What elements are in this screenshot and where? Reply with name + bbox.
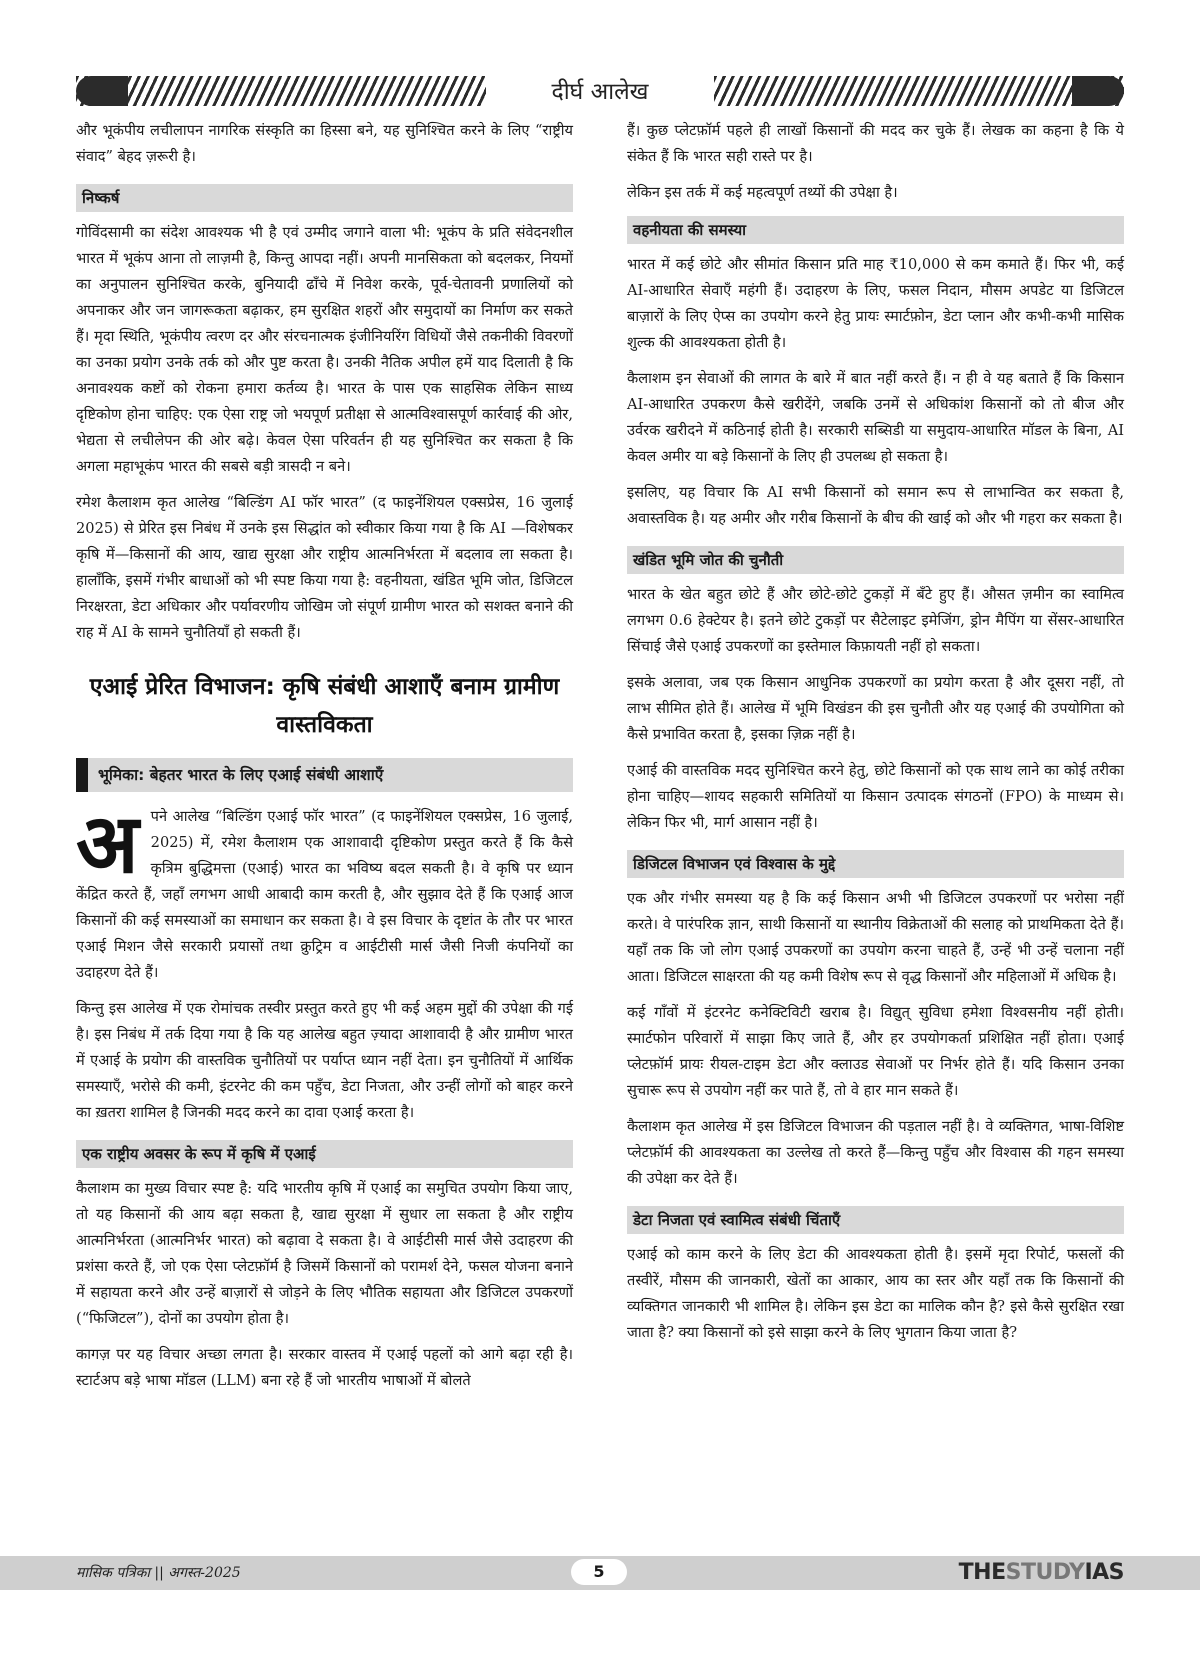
- paragraph: लेकिन इस तर्क में कई महत्वपूर्ण तथ्यों की उपेक्षा है।: [627, 184, 898, 201]
- right-column: [627, 118, 1124, 1356]
- intro-heading: [76, 758, 573, 792]
- paragraph: हैं। कुछ प्लेटफ़ॉर्म पहले ही लाखों किसानों की मदद कर चुके हैं। लेखक का कहना है कि ये संकेत हैं कि भारत सही रास्ते पर है।: [627, 122, 1124, 165]
- article-title: एआई प्रेरित विभाजन: कृषि संबंधी आशाएँ बनाम ग्रामीण वास्तविकता: [89, 674, 560, 738]
- heading-accent-bar: [76, 758, 88, 792]
- section-heading: खंडित भूमि जोत की चुनौती: [627, 546, 1124, 574]
- left-column: [76, 118, 573, 1404]
- section-heading: डेटा निजता एवं स्वामित्व संबंधी चिंताएँ: [627, 1206, 1124, 1234]
- paragraph: भारत के खेत बहुत छोटे हैं और छोटे-छोटे टुकड़ों में बँटे हुए हैं। औसत ज़मीन का स्वामित्व लगभग 0.6 हेक्टेयर है। इतने छोटे टुकड़ों पर सैटेलाइट इमेजिंग, ड्रोन मैपिंग या सेंसर-आधारित सिंचाई जैसे एआई उपकरणों का इस्तेमाल किफ़ायती नहीं हो सकता।: [627, 586, 1124, 655]
- section-heading: वहनीयता की समस्या: [627, 216, 1124, 244]
- paragraph: रमेश कैलाशम कृत आलेख “बिल्डिंग AI फॉर भारत” (द फाइनेंशियल एक्सप्रेस, 16 जुलाई 2025) से प्रेरित इस निबंध में उनके इस सिद्धांत को स्वीकार किया गया है कि AI —विशेषकर कृषि में—किसानों की आय, खाद्य सुरक्षा और राष्ट्रीय आत्मनिर्भरता में बदलाव ला सकता है। हालाँकि, इसमें गंभीर बाधाओं को भी स्पष्ट किया गया है: वहनीयता, खंडित भूमि जोत, डिजिटल निरक्षरता, डेटा अधिकार और पर्यावरणीय जोखिम जो संपूर्ण ग्रामीण भारत को सशक्त बनाने की राह में AI के सामने चुनौतियाँ हो सकती हैं।: [76, 494, 573, 641]
- section-title: दीर्घ आलेख: [551, 79, 649, 105]
- paragraph: कागज़ पर यह विचार अच्छा लगता है। सरकार वास्तव में एआई पहलों को आगे बढ़ा रही है। स्टार्टअप बड़े भाषा मॉडल (LLM) बना रहे हैं जो भारतीय भाषाओं में बोलते: [76, 1346, 573, 1389]
- paragraph: कैलाशम कृत आलेख में इस डिजिटल विभाजन की पड़ताल नहीं है। वे व्यक्तिगत, भाषा-विशिष्ट प्लेटफ़ॉर्म की आवश्यकता का उल्लेख तो करते हैं—किन्तु पहुँच और विश्वास की गहन समस्या की उपेक्षा कर देते हैं।: [627, 1118, 1124, 1187]
- section-heading: एक राष्ट्रीय अवसर के रूप में कृषि में एआई: [76, 1140, 573, 1168]
- paragraph: और भूकंपीय लचीलापन नागरिक संस्कृति का हिस्सा बने, यह सुनिश्चित करने के लिए “राष्ट्रीय संवाद” बेहद ज़रूरी है।: [76, 122, 573, 165]
- page-header: [76, 76, 1124, 106]
- magazine-issue: मासिक पत्रिका || अगस्त-2025: [76, 1565, 241, 1581]
- intro-heading-text: भूमिका: बेहतर भारत के लिए एआई संबंधी आशाएँ: [98, 766, 384, 784]
- paragraph: इसके अलावा, जब एक किसान आधुनिक उपकरणों का प्रयोग करता है और दूसरा नहीं, तो लाभ सीमित होते हैं। आलेख में भूमि विखंडन की इस चुनौती और यह एआई की उपयोगिता को कैसे प्रभावित करता है, इसका ज़िक्र नहीं है।: [627, 674, 1124, 743]
- paragraph: एआई की वास्तविक मदद सुनिश्चित करने हेतु, छोटे किसानों को एक साथ लाने का कोई तरीका होना चाहिए—शायद सहकारी समितियों या किसान उत्पादक संगठनों (FPO) के माध्यम से। लेकिन फिर भी, मार्ग आसान नहीं है।: [627, 762, 1124, 831]
- paragraph: कई गाँवों में इंटरनेट कनेक्टिविटी खराब है। विद्युत् सुविधा हमेशा विश्वसनीय नहीं होती। स्मार्टफोन परिवारों में साझा किए जाते हैं, और हर उपयोगकर्ता प्रशिक्षित नहीं होता। एआई प्लेटफ़ॉर्म प्रायः रीयल-टाइम डेटा और क्लाउड सेवाओं पर निर्भर होते हैं। यदि किसान उनका सुचारू रूप से उपयोग नहीं कर पाते हैं, तो वे हार मान सकते हैं।: [627, 1004, 1124, 1099]
- brand-part: THE: [958, 1560, 1006, 1585]
- intro-paragraph-text: पने आलेख “बिल्डिंग एआई फॉर भारत” (द फाइनेंशियल एक्सप्रेस, 16 जुलाई, 2025) में, रमेश कैलाशम एक आशावादी दृष्टिकोण प्रस्तुत करते हैं कि कैसे कृत्रिम बुद्धिमत्ता (एआई) भारत का भविष्य बदल सकती है। वे कृषि पर ध्यान केंद्रित करते हैं, जहाँ लगभग आधी आबादी काम करती है, और सुझाव देते हैं कि एआई आज किसानों की कई समस्याओं का समाधान कर सकता है। वे इस विचार के दृष्टांत के तौर पर भारत एआई मिशन जैसे सरकारी प्रयासों तथा क्रुट्रिम व आईटीसी मार्स जैसी निजी कंपनियों का उदाहरण देते हैं।: [76, 808, 573, 981]
- brand-part: IAS: [1084, 1560, 1124, 1585]
- page-number: 5: [571, 1559, 627, 1585]
- intro-paragraph: [76, 797, 573, 986]
- paragraph: इसलिए, यह विचार कि AI सभी किसानों को समान रूप से लाभान्वित कर सकता है, अवास्तविक है। यह अमीर और गरीब किसानों के बीच की खाई को और भी गहरा कर सकता है।: [627, 484, 1124, 527]
- section-heading: डिजिटल विभाजन एवं विश्वास के मुद्दे: [627, 850, 1124, 878]
- paragraph: एआई को काम करने के लिए डेटा की आवश्यकता होती है। इसमें मृदा रिपोर्ट, फसलों की तस्वीरें, मौसम की जानकारी, खेतों का आकार, आय का स्तर और यहाँ तक कि किसानों की व्यक्तिगत जानकारी भी शामिल है। लेकिन इस डेटा का मालिक कौन है? इसे कैसे सुरक्षित रखा जाता है? क्या किसानों को इसे साझा करने के लिए भुगतान किया जाता है?: [627, 1246, 1124, 1341]
- header-cap-left: [76, 76, 128, 106]
- paragraph: गोविंदसामी का संदेश आवश्यक भी है एवं उम्मीद जगाने वाला भी: भूकंप के प्रति संवेदनशील भारत में भूकंप आना तो लाज़मी है, किन्तु आपदा नहीं। अपनी मानसिकता को बदलकर, नियमों का अनुपालन सुनिश्चित करके, बुनियादी ढाँचे में निवेश करके, पूर्व-चेतावनी प्रणालियों को अपनाकर और जन जागरूकता बढ़ाकर, हम सुरक्षित शहरों और समुदायों का निर्माण कर सकते हैं। मृदा स्थिति, भूकंपीय त्वरण दर और संरचनात्मक इंजीनियरिंग विधियों जैसे तकनीकी विवरणों का उनका प्रयोग उनके तर्क को और पुष्ट करता है। उनकी नैतिक अपील हमें याद दिलाती है कि अनावश्यक कष्टों को रोकना हमारा कर्तव्य है। भारत के पास एक साहसिक लेकिन साध्य दृष्टिकोण होना चाहिए: एक ऐसा राष्ट्र जो भयपूर्ण प्रतीक्षा से आत्मविश्वासपूर्ण कार्रवाई की ओर, भेद्यता से लचीलेपन की ओर बढ़े। केवल ऐसा परिवर्तन ही यह सुनिश्चित कर सकता है कि अगला महाभूकंप भारत की सबसे बड़ी त्रासदी न बने।: [76, 224, 573, 475]
- header-cap-right: [1072, 76, 1124, 106]
- header-stripe-right: [714, 76, 1124, 106]
- header-stripe-left: [76, 76, 486, 106]
- paragraph: भारत में कई छोटे और सीमांत किसान प्रति माह ₹10,000 से कम कमाते हैं। फिर भी, कई AI-आधारित सेवाएँ महंगी हैं। उदाहरण के लिए, फसल निदान, मौसम अपडेट या डिजिटल बाज़ारों के लिए ऐप्स का उपयोग करने हेतु प्रायः स्मार्टफ़ोन, डेटा प्लान और कभी-कभी मासिक शुल्क की आवश्यकता होती है।: [627, 256, 1124, 351]
- drop-cap: अ: [76, 797, 139, 892]
- page-footer: [0, 1556, 1200, 1590]
- paragraph: किन्तु इस आलेख में एक रोमांचक तस्वीर प्रस्तुत करते हुए भी कई अहम मुद्दों की उपेक्षा की गई है। इस निबंध में तर्क दिया गया है कि यह आलेख बहुत ज़्यादा आशावादी है और ग्रामीण भारत में एआई के प्रयोग की वास्तविक चुनौतियों पर पर्याप्त ध्यान नहीं देता। इन चुनौतियों में आर्थिक समस्याएँ, भरोसे की कमी, इंटरनेट की कम पहुँच, डेटा निजता, और उन्हीं लोगों को बाहर करने का ख़तरा शामिल है जिनकी मदद करने का दावा एआई करता है।: [76, 1000, 573, 1121]
- paragraph: एक और गंभीर समस्या यह है कि कई किसान अभी भी डिजिटल उपकरणों पर भरोसा नहीं करते। वे पारंपरिक ज्ञान, साथी किसानों या स्थानीय विक्रेताओं की सलाह को प्राथमिकता देते हैं। यहाँ तक कि जो लोग एआई उपकरणों का उपयोग करना चाहते हैं, उन्हें भी उन्हें चलाना नहीं आता। डिजिटल साक्षरता की यह कमी विशेष रूप से वृद्ध किसानों और महिलाओं में अधिक है।: [627, 890, 1124, 985]
- brand-part: STUDY: [1005, 1560, 1085, 1585]
- paragraph: कैलाशम इन सेवाओं की लागत के बारे में बात नहीं करते हैं। न ही वे यह बताते हैं कि किसान AI-आधारित उपकरण कैसे खरीदेंगे, जबकि उनमें से अधिकांश किसानों को तो बीज और उर्वरक खरीदने में कठिनाई होती है। सरकारी सब्सिडी या समुदाय-आधारित मॉडल के बिना, AI केवल अमीर या बड़े किसानों के लिए ही उपलब्ध हो सकता है।: [627, 370, 1124, 465]
- paragraph: कैलाशम का मुख्य विचार स्पष्ट है: यदि भारतीय कृषि में एआई का समुचित उपयोग किया जाए, तो यह किसानों की आय बढ़ा सकता है, खाद्य सुरक्षा में सुधार ला सकता है और राष्ट्रीय आत्मनिर्भरता (आत्मनिर्भर भारत) को बढ़ावा दे सकता है। वे आईटीसी मार्स जैसे उदाहरण की प्रशंसा करते हैं, जो एक ऐसा प्लेटफ़ॉर्म है जिसमें किसानों को परामर्श देने, फसल योजना बनाने में सहायता करने और उन्हें बाज़ारों से जोड़ने के लिए भौतिक सहायता और डिजिटल उपकरणों (“फिजिटल”), दोनों का उपयोग होता है।: [76, 1180, 573, 1327]
- section-heading: निष्कर्ष: [76, 184, 573, 212]
- brand-logo: [959, 1560, 1124, 1585]
